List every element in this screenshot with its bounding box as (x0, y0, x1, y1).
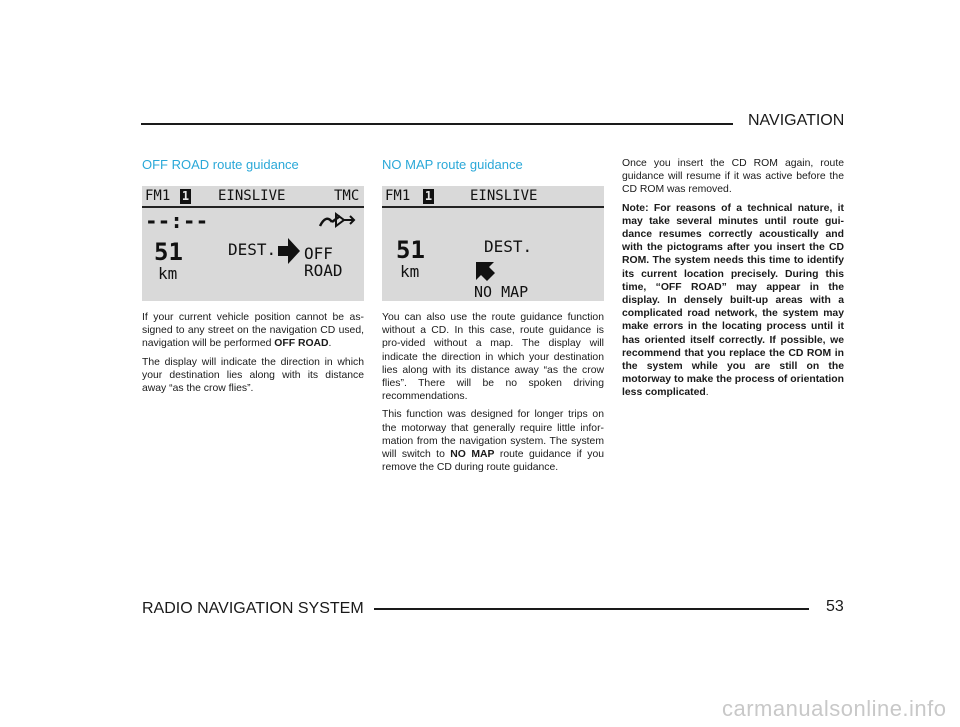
footer-title: RADIO NAVIGATION SYSTEM (142, 600, 364, 617)
off-road-paragraph-2: The display will indicate the direction in which your destination lies along with its distance away “as the crow flies”. (142, 356, 364, 395)
route-symbol-icon (318, 210, 358, 236)
lcd-station: EINSLIVE (218, 188, 286, 204)
technical-note: Note: For reasons of a technical nature, it may take several minutes until route gui-dance resumes correctly acoustically and with the pictograms after you insert the CD ROM. The system needs this time to identify its current location precisely. During this time, “OFF ROAD” may appear in the display. In densely built-up areas with a complicated road network, the system may make errors in the locating process until it has oriented itself correctly. If possible, we recommend that you replace the CD ROM in the system while you are still on the motorway to make the process of orientation less complicated. (622, 202, 845, 399)
lcd-distance: 51 (396, 236, 425, 264)
off-road-display (142, 186, 364, 301)
off-road-text (142, 311, 364, 400)
no-map-paragraph-1: You can also use the route guidance function without a CD. In this case, route guidance is pro-vided without a map. The display will indicate the direction in which your destination lies along with its distance away “as the crow flies”. There will be no spoken driving recommendations. (382, 312, 604, 403)
lcd-dest: DEST. (228, 240, 277, 259)
no-map-display (382, 186, 604, 301)
section-title: NAVIGATION (748, 112, 845, 129)
note-body: For reasons of a technical nature, it may take several minutes until route gui-dance resumes correctly acoustically and with the pictograms after you insert the CD ROM. The system needs this time to identify its current location precisely. During this time, “OFF ROAD” may appear in the display. In densely built-up areas with a complicated road network, the system may make errors in the locating process until it has oriented itself correctly. If possible, we recommend that you replace the CD ROM in the system while you are still on the motorway to make the process of orientation less complicated (622, 202, 845, 399)
direction-arrow-icon (276, 236, 302, 270)
lcd-mode-line1: OFF (304, 244, 333, 263)
footer-rule (374, 608, 809, 610)
lcd-mode-line2: ROAD (304, 261, 343, 280)
lcd-separator (382, 206, 604, 208)
lcd-tmc: TMC (334, 188, 360, 204)
lcd-time: --:-- (145, 209, 209, 233)
lcd-preset: 1 (181, 189, 190, 203)
lcd-preset: 1 (424, 189, 433, 203)
no-map-text (382, 311, 604, 479)
lcd-unit: km (400, 262, 420, 281)
no-map-heading: NO MAP route guidance (382, 157, 523, 172)
off-road-paragraph-1: If your current vehicle position cannot be as-signed to any street on the navigation CD used, navigation will be performed OFF ROAD. (142, 312, 364, 350)
header-rule (141, 123, 733, 125)
resume-paragraph: Once you insert the CD ROM again, route guidance will resume if it was active before the CD ROM was removed. (622, 158, 844, 196)
lcd-station: EINSLIVE (470, 188, 538, 204)
lcd-source: FM1 (145, 188, 171, 204)
no-map-paragraph-2: This function was designed for longer trips on the motorway that generally require little infor-mation from the navigation system. The system will switch to NO MAP route guidance if you remove the CD during route guidance. (382, 409, 605, 474)
no-map-emphasis: NO MAP (450, 449, 495, 461)
lcd-mode: NO MAP (474, 283, 529, 301)
watermark: carmanualsonline.info (722, 696, 947, 721)
note-label: Note: (622, 202, 649, 214)
off-road-heading: OFF ROAD route guidance (142, 157, 299, 172)
off-road-emphasis: OFF ROAD (274, 338, 329, 350)
lcd-dest: DEST. (484, 237, 533, 256)
lcd-source: FM1 (385, 188, 411, 204)
lcd-separator (142, 206, 364, 208)
page-number: 53 (826, 598, 844, 615)
lcd-unit: km (158, 264, 178, 283)
resume-text (622, 157, 844, 405)
lcd-distance: 51 (154, 238, 183, 266)
